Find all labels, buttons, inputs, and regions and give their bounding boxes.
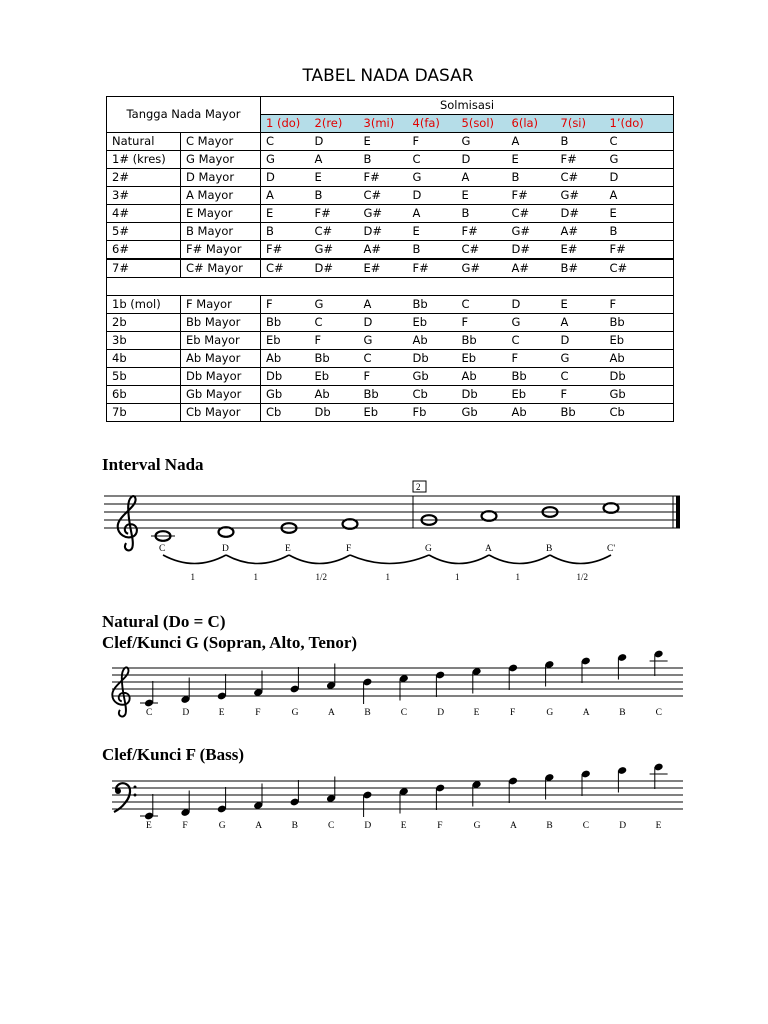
note-cell: F bbox=[310, 332, 359, 350]
solmisasi-cell: 2(re) bbox=[310, 115, 359, 133]
note-cell: F bbox=[457, 314, 507, 332]
note-cell: D bbox=[457, 151, 507, 169]
sign-cell: 5# bbox=[107, 223, 181, 241]
note-cell: G bbox=[507, 314, 556, 332]
note-cell: Eb bbox=[507, 386, 556, 404]
note-cell: Ab bbox=[507, 404, 556, 422]
key-cell: C# Mayor bbox=[181, 259, 261, 278]
sign-cell: 1# (kres) bbox=[107, 151, 181, 169]
note-cell: D# bbox=[507, 241, 556, 260]
note-cell: A bbox=[507, 133, 556, 151]
sign-cell: 6# bbox=[107, 241, 181, 260]
note-label: D bbox=[437, 708, 445, 718]
note-cell: D bbox=[261, 169, 310, 187]
note-label: C' bbox=[607, 544, 616, 554]
treble-heading: Clef/Kunci G (Sopran, Alto, Tenor) bbox=[102, 633, 358, 652]
key-cell: Db Mayor bbox=[181, 368, 261, 386]
note-cell: E bbox=[605, 205, 674, 223]
note-cell: Ab bbox=[457, 368, 507, 386]
note-cell: Gb bbox=[457, 404, 507, 422]
note-cell: C# bbox=[261, 259, 310, 278]
note-cell: D bbox=[359, 314, 408, 332]
key-cell: C Mayor bbox=[181, 133, 261, 151]
note-cell: G bbox=[457, 133, 507, 151]
interval-step-label: 1 bbox=[253, 572, 258, 582]
note-label: G bbox=[473, 821, 481, 831]
sign-cell: 6b bbox=[107, 386, 181, 404]
note-cell: Eb bbox=[310, 368, 359, 386]
table-row bbox=[107, 350, 674, 368]
key-cell: Gb Mayor bbox=[181, 386, 261, 404]
header-major-scale: Tangga Nada Mayor bbox=[107, 97, 261, 133]
note-cell: A bbox=[261, 187, 310, 205]
page-title: TABEL NADA DASAR bbox=[302, 66, 474, 86]
note-cell: F bbox=[261, 296, 310, 314]
interval-slur bbox=[289, 555, 350, 564]
interval-heading: Interval Nada bbox=[102, 455, 204, 474]
solmisasi-cell: 6(la) bbox=[507, 115, 556, 133]
key-cell: G Mayor bbox=[181, 151, 261, 169]
note-cell: Eb bbox=[605, 332, 674, 350]
note-cell: G bbox=[261, 151, 310, 169]
note-label: D bbox=[222, 544, 229, 554]
note-cell: D# bbox=[556, 205, 605, 223]
note-label: C bbox=[159, 544, 166, 554]
note-cell: B bbox=[261, 223, 310, 241]
interval-slur bbox=[550, 555, 611, 564]
table-row bbox=[107, 133, 674, 151]
note-cell: E bbox=[457, 187, 507, 205]
note-cell: F bbox=[408, 133, 457, 151]
note-cell: Gb bbox=[261, 386, 310, 404]
table-row bbox=[107, 223, 674, 241]
note-cell: F# bbox=[507, 187, 556, 205]
measure-number: 2 bbox=[416, 482, 421, 492]
note-label: B bbox=[546, 821, 553, 831]
sign-cell: 4# bbox=[107, 205, 181, 223]
note-cell: F# bbox=[261, 241, 310, 260]
note-cell: C bbox=[507, 332, 556, 350]
key-cell: B Mayor bbox=[181, 223, 261, 241]
note-label: G bbox=[218, 821, 226, 831]
note-cell: F# bbox=[457, 223, 507, 241]
note-cell: C bbox=[261, 133, 310, 151]
key-cell: E Mayor bbox=[181, 205, 261, 223]
note-label: E bbox=[146, 821, 152, 831]
sign-cell: 4b bbox=[107, 350, 181, 368]
note-label: A bbox=[255, 821, 263, 831]
note-label: G bbox=[291, 708, 299, 718]
note-label: C bbox=[400, 708, 408, 718]
note-cell: D bbox=[507, 296, 556, 314]
note-label: B bbox=[546, 544, 553, 554]
note-cell: C bbox=[408, 151, 457, 169]
note-cell: A# bbox=[359, 241, 408, 260]
note-cell: A bbox=[556, 314, 605, 332]
note-cell: G# bbox=[310, 241, 359, 260]
whole-note bbox=[604, 503, 619, 513]
interval-slur bbox=[350, 555, 429, 564]
interval-step-label: 1 bbox=[190, 572, 195, 582]
note-cell: C# bbox=[556, 169, 605, 187]
note-cell: B bbox=[310, 187, 359, 205]
note-cell: D bbox=[408, 187, 457, 205]
interval-step-label: 1 bbox=[455, 572, 460, 582]
note-label: F bbox=[182, 821, 188, 831]
note-cell: A# bbox=[556, 223, 605, 241]
bass-heading: Clef/Kunci F (Bass) bbox=[102, 745, 244, 764]
note-cell: C bbox=[310, 314, 359, 332]
note-cell: E bbox=[359, 133, 408, 151]
note-label: B bbox=[619, 708, 626, 718]
note-cell: Bb bbox=[507, 368, 556, 386]
sign-cell: 7b bbox=[107, 404, 181, 422]
note-cell: B bbox=[408, 241, 457, 260]
note-cell: Bb bbox=[605, 314, 674, 332]
note-cell: F bbox=[556, 386, 605, 404]
sign-cell: 3b bbox=[107, 332, 181, 350]
note-cell: Bb bbox=[310, 350, 359, 368]
interval-staff bbox=[0, 470, 768, 590]
note-label: D bbox=[182, 708, 190, 718]
key-cell: F Mayor bbox=[181, 296, 261, 314]
sign-cell: 2b bbox=[107, 314, 181, 332]
note-label: F bbox=[437, 821, 443, 831]
note-cell: Ab bbox=[605, 350, 674, 368]
note-cell: Db bbox=[261, 368, 310, 386]
note-cell: C bbox=[457, 296, 507, 314]
natural-heading: Natural (Do = C) bbox=[102, 612, 226, 631]
note-label: E bbox=[285, 544, 291, 554]
table-row bbox=[107, 187, 674, 205]
note-cell: D bbox=[556, 332, 605, 350]
note-cell: A# bbox=[507, 259, 556, 278]
note-cell: Db bbox=[605, 368, 674, 386]
note-label: B bbox=[291, 821, 298, 831]
note-cell: C bbox=[359, 350, 408, 368]
note-cell: Ab bbox=[408, 332, 457, 350]
note-label: E bbox=[400, 821, 407, 831]
note-cell: E# bbox=[556, 241, 605, 260]
note-cell: Bb bbox=[408, 296, 457, 314]
note-cell: A bbox=[457, 169, 507, 187]
note-cell: E# bbox=[359, 259, 408, 278]
note-cell: G bbox=[408, 169, 457, 187]
bass-staff bbox=[0, 763, 768, 833]
interval-step-label: 1/2 bbox=[315, 572, 328, 582]
note-cell: B bbox=[605, 223, 674, 241]
final-bar-line bbox=[676, 496, 680, 528]
interval-step-label: 1 bbox=[515, 572, 520, 582]
note-cell: G# bbox=[556, 187, 605, 205]
note-label: G bbox=[546, 708, 554, 718]
note-cell: Cb bbox=[605, 404, 674, 422]
note-cell: C# bbox=[605, 259, 674, 278]
sign-cell: 7# bbox=[107, 259, 181, 278]
key-cell: Ab Mayor bbox=[181, 350, 261, 368]
note-cell: F# bbox=[359, 169, 408, 187]
solmisasi-cell: 4(fa) bbox=[408, 115, 457, 133]
table-row bbox=[107, 151, 674, 169]
note-label: F bbox=[510, 708, 516, 718]
solmisasi-cell: 7(si) bbox=[556, 115, 605, 133]
note-cell: G bbox=[310, 296, 359, 314]
table-row bbox=[107, 386, 674, 404]
sign-cell: 1b (mol) bbox=[107, 296, 181, 314]
key-cell: Bb Mayor bbox=[181, 314, 261, 332]
note-label: C bbox=[328, 821, 335, 831]
key-cell: Eb Mayor bbox=[181, 332, 261, 350]
note-cell: Fb bbox=[408, 404, 457, 422]
note-cell: A bbox=[359, 296, 408, 314]
note-label: D bbox=[619, 821, 627, 831]
note-cell: F bbox=[605, 296, 674, 314]
note-cell: F# bbox=[605, 241, 674, 260]
note-cell: F bbox=[359, 368, 408, 386]
table-row bbox=[107, 259, 674, 278]
note-cell: Cb bbox=[408, 386, 457, 404]
note-cell: E bbox=[408, 223, 457, 241]
note-cell: B bbox=[457, 205, 507, 223]
treble-staff bbox=[0, 650, 768, 720]
note-cell: C bbox=[556, 368, 605, 386]
note-cell: Gb bbox=[605, 386, 674, 404]
note-cell: G# bbox=[359, 205, 408, 223]
solmisasi-cell: 1 (do) bbox=[261, 115, 310, 133]
table-row bbox=[107, 296, 674, 314]
table-row bbox=[107, 314, 674, 332]
note-cell: B bbox=[359, 151, 408, 169]
table-row bbox=[107, 368, 674, 386]
note-cell: Bb bbox=[556, 404, 605, 422]
note-cell: C# bbox=[310, 223, 359, 241]
sign-cell: 5b bbox=[107, 368, 181, 386]
key-cell: F# Mayor bbox=[181, 241, 261, 260]
note-cell: Eb bbox=[408, 314, 457, 332]
note-cell: Ab bbox=[310, 386, 359, 404]
interval-step-label: 1/2 bbox=[576, 572, 589, 582]
note-label: E bbox=[473, 708, 480, 718]
note-cell: C bbox=[605, 133, 674, 151]
note-cell: E bbox=[310, 169, 359, 187]
table-row bbox=[107, 404, 674, 422]
note-cell: E bbox=[507, 151, 556, 169]
note-cell: C# bbox=[507, 205, 556, 223]
note-cell: G bbox=[556, 350, 605, 368]
note-cell: B# bbox=[556, 259, 605, 278]
sign-cell: 3# bbox=[107, 187, 181, 205]
note-cell: Eb bbox=[359, 404, 408, 422]
key-table bbox=[106, 96, 674, 422]
table-row bbox=[107, 241, 674, 260]
note-cell: Db bbox=[310, 404, 359, 422]
note-cell: G bbox=[605, 151, 674, 169]
note-cell: Gb bbox=[408, 368, 457, 386]
note-cell: B bbox=[556, 133, 605, 151]
sign-cell: Natural bbox=[107, 133, 181, 151]
note-label: A bbox=[582, 708, 590, 718]
note-cell: D bbox=[310, 133, 359, 151]
note-label: C bbox=[146, 708, 153, 718]
note-label: B bbox=[364, 708, 371, 718]
note-cell: Bb bbox=[457, 332, 507, 350]
key-cell: A Mayor bbox=[181, 187, 261, 205]
note-cell: F bbox=[507, 350, 556, 368]
note-label: D bbox=[364, 821, 372, 831]
note-label: A bbox=[328, 708, 335, 718]
whole-note bbox=[219, 527, 234, 537]
note-cell: G bbox=[359, 332, 408, 350]
note-cell: Cb bbox=[261, 404, 310, 422]
note-cell: C# bbox=[359, 187, 408, 205]
sign-cell: 2# bbox=[107, 169, 181, 187]
note-label: C bbox=[655, 708, 662, 718]
interval-slur bbox=[489, 555, 550, 564]
note-cell: B bbox=[507, 169, 556, 187]
note-cell: Bb bbox=[359, 386, 408, 404]
note-cell: E bbox=[556, 296, 605, 314]
header-solmisasi: Solmisasi bbox=[261, 97, 674, 115]
note-cell: A bbox=[408, 205, 457, 223]
key-cell: Cb Mayor bbox=[181, 404, 261, 422]
note-label: C bbox=[582, 821, 590, 831]
note-cell: D# bbox=[359, 223, 408, 241]
table-row bbox=[107, 332, 674, 350]
table-row bbox=[107, 205, 674, 223]
note-cell: Bb bbox=[261, 314, 310, 332]
note-cell: D bbox=[605, 169, 674, 187]
note-label: A bbox=[510, 821, 517, 831]
solmisasi-cell: 1’(do) bbox=[605, 115, 674, 133]
note-cell: Db bbox=[457, 386, 507, 404]
table-row bbox=[107, 169, 674, 187]
note-label: F bbox=[346, 544, 352, 554]
note-cell: D# bbox=[310, 259, 359, 278]
note-label: F bbox=[255, 708, 261, 718]
note-label: E bbox=[655, 821, 662, 831]
interval-slur bbox=[163, 555, 226, 564]
note-cell: A bbox=[605, 187, 674, 205]
note-label: G bbox=[425, 544, 432, 554]
whole-note bbox=[482, 511, 497, 521]
table-separator-row bbox=[107, 278, 674, 296]
solmisasi-cell: 5(sol) bbox=[457, 115, 507, 133]
note-cell: Eb bbox=[457, 350, 507, 368]
note-label: E bbox=[218, 708, 225, 718]
interval-slur bbox=[226, 555, 289, 564]
whole-note bbox=[343, 519, 358, 529]
note-cell: C# bbox=[457, 241, 507, 260]
note-cell: F# bbox=[408, 259, 457, 278]
interval-step-label: 1 bbox=[385, 572, 390, 582]
note-cell: Ab bbox=[261, 350, 310, 368]
solmisasi-cell: 3(mi) bbox=[359, 115, 408, 133]
note-cell: A bbox=[310, 151, 359, 169]
note-label: A bbox=[485, 544, 492, 554]
note-cell: Eb bbox=[261, 332, 310, 350]
note-cell: G# bbox=[457, 259, 507, 278]
note-cell: E bbox=[261, 205, 310, 223]
note-cell: Db bbox=[408, 350, 457, 368]
note-cell: F# bbox=[556, 151, 605, 169]
note-cell: F# bbox=[310, 205, 359, 223]
interval-slur bbox=[429, 555, 489, 564]
key-cell: D Mayor bbox=[181, 169, 261, 187]
note-cell: G# bbox=[507, 223, 556, 241]
